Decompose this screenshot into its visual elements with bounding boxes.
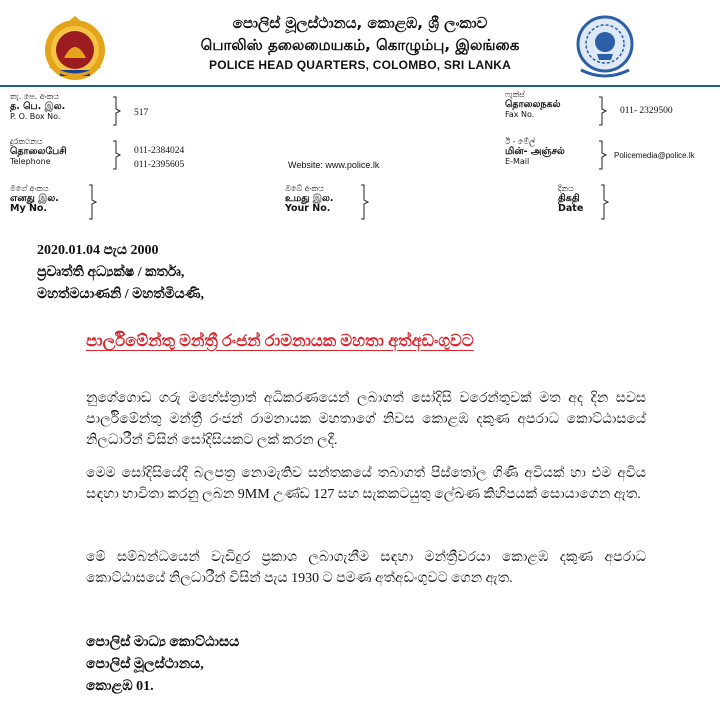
signature-line-3: කොළඹ 01. (86, 679, 154, 694)
brace (112, 140, 122, 170)
your-no-label: ඔබේ අංකය உமது இல. Your No. (285, 184, 334, 214)
recipient-line-2: මහත්මයාණනි / මහත්මියණි, (37, 287, 204, 302)
signature-line-1: පොලිස් මාධ්‍ය කොට්ඨාසය (86, 635, 240, 650)
paragraph-1: නුගේගොඩ ගරු මහේස්ත්‍රාත් අධිකරණයෙන් ලබාගත් සෝදිසි වරෙන්තුවක් මත අද දින සවස පාර්ලිමේන්තු මන්ත්‍රී රංජන් රාමනායක මහතාගේ නිවස කොළඹ දකුණ අපරාධ කොට්ඨාසයේ නිලධාරීන් විසින් සෝදිසියකට ලක් කරන ලදී. (86, 391, 646, 448)
email-value[interactable]: Policemedia@police.lk (614, 151, 695, 160)
letterhead-sinhala: පොලිස් මූලස්ථානය, කොළඹ, ශ්‍රී ලංකාව (232, 14, 488, 32)
telephone-value-1: 011-2384024 (134, 146, 185, 156)
fax-label: ෆැක්ස් தொலைநகல் Fax No. (505, 90, 561, 119)
letter-date: 2020.01.04 පැය 2000 (37, 243, 159, 258)
telephone-label: දුරකථනය தொலைபேசி Telephone (10, 137, 67, 166)
po-box-label: තැ. පෙ. අංකය த. பெ. இல. P. O. Box No. (10, 92, 66, 121)
brace (112, 96, 122, 126)
brace (600, 184, 610, 220)
letterhead-rule (0, 85, 720, 87)
email-label: ඊ - මේල් மின்- அஞ்சல் E-Mail (505, 137, 565, 166)
letterhead-tamil: பொலிஸ் தலைமையகம், கொழும்பு, இலங்கை (200, 36, 520, 54)
brace (88, 184, 98, 220)
date-label: දිනය திகதி Date (558, 184, 584, 214)
telephone-value-2: 011-2395605 (134, 160, 185, 170)
letter-title: පාර්ලිමේන්තු මන්ත්‍රී රංජන් රාමනායක මහතා අත්අඩංගුවට (86, 331, 474, 350)
recipient-line-1: ප්‍රවෘත්ති අධ්‍යක්ෂ / කර්තෘ, (37, 265, 185, 280)
brace (598, 140, 608, 170)
brace (598, 96, 608, 126)
paragraph-3: මේ සම්බන්ධයෙන් වැඩිදුර ප්‍රකාශ ලබාගැනීම සඳහා මන්ත්‍රීවරයා කොළඹ දකුණ අපරාධ කොට්ඨාසයේ නිලධාරීන් විසින් පැය 1930 ට පමණ අත්අඩංගුවට ගෙන ඇත. (86, 550, 646, 586)
fax-value: 011- 2329500 (620, 106, 673, 116)
paragraph-2: මෙම සෝදිසියේදී බලපත්‍ර නොමැතිව සන්තකයේ තබාගත් පිස්තෝල ගිණි අවියක් හා එම අවිය සඳහා භාවිතා කරනු ලබන 9MM උණ්ඩ 127 සහ සැකකටයුතු ලේඛණ කිහිපයක් සොයාගෙන ඇත. (86, 466, 646, 502)
brace (360, 184, 370, 220)
sri-lanka-police-emblem (575, 14, 635, 80)
signature-line-2: පොලිස් මූලස්ථානය, (86, 657, 204, 672)
my-no-label: මගේ අංකය எனது இல. My No. (10, 184, 59, 214)
letterhead-english: POLICE HEAD QUARTERS, COLOMBO, SRI LANKA (208, 58, 511, 72)
website-link[interactable]: Website: www.police.lk (288, 160, 380, 170)
po-box-value: 517 (134, 108, 149, 118)
